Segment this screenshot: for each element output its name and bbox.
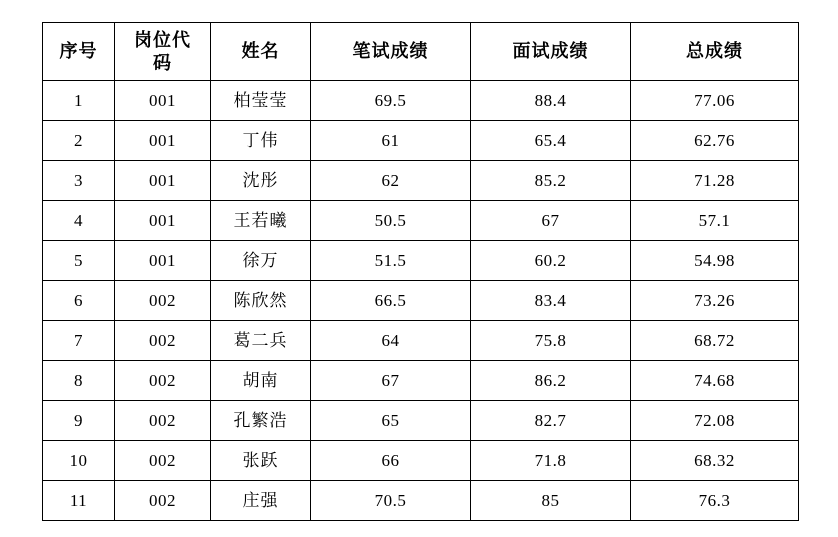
cell-post-code: 002 xyxy=(115,441,211,481)
cell-post-code: 002 xyxy=(115,481,211,521)
cell-total-score: 71.28 xyxy=(631,161,799,201)
cell-written-score: 62 xyxy=(311,161,471,201)
score-table-container xyxy=(42,22,798,521)
cell-post-code: 002 xyxy=(115,361,211,401)
cell-interview-score: 71.8 xyxy=(471,441,631,481)
cell-name: 庄强 xyxy=(211,481,311,521)
cell-interview-score: 85 xyxy=(471,481,631,521)
cell-name: 徐万 xyxy=(211,241,311,281)
cell-index: 1 xyxy=(43,81,115,121)
cell-written-score: 66.5 xyxy=(311,281,471,321)
table-header-row xyxy=(43,23,799,81)
cell-index: 8 xyxy=(43,361,115,401)
cell-total-score: 54.98 xyxy=(631,241,799,281)
table-row xyxy=(43,281,799,321)
cell-post-code: 001 xyxy=(115,201,211,241)
cell-name: 王若曦 xyxy=(211,201,311,241)
cell-name: 张跃 xyxy=(211,441,311,481)
cell-written-score: 67 xyxy=(311,361,471,401)
cell-name: 陈欣然 xyxy=(211,281,311,321)
cell-written-score: 65 xyxy=(311,401,471,441)
table-row xyxy=(43,441,799,481)
cell-name: 孔繁浩 xyxy=(211,401,311,441)
cell-name: 沈彤 xyxy=(211,161,311,201)
cell-post-code: 002 xyxy=(115,281,211,321)
column-header-interview-score: 面试成绩 xyxy=(471,23,631,81)
cell-written-score: 50.5 xyxy=(311,201,471,241)
table-row xyxy=(43,161,799,201)
cell-interview-score: 67 xyxy=(471,201,631,241)
cell-index: 3 xyxy=(43,161,115,201)
table-row xyxy=(43,201,799,241)
column-header-post-code: 岗位代 码 xyxy=(115,23,211,81)
cell-interview-score: 82.7 xyxy=(471,401,631,441)
cell-name: 胡南 xyxy=(211,361,311,401)
cell-index: 4 xyxy=(43,201,115,241)
cell-interview-score: 85.2 xyxy=(471,161,631,201)
cell-interview-score: 75.8 xyxy=(471,321,631,361)
cell-interview-score: 86.2 xyxy=(471,361,631,401)
cell-post-code: 001 xyxy=(115,121,211,161)
table-row xyxy=(43,81,799,121)
table-row xyxy=(43,361,799,401)
cell-interview-score: 65.4 xyxy=(471,121,631,161)
cell-index: 6 xyxy=(43,281,115,321)
cell-name: 丁伟 xyxy=(211,121,311,161)
cell-interview-score: 60.2 xyxy=(471,241,631,281)
table-header xyxy=(43,23,799,81)
cell-index: 10 xyxy=(43,441,115,481)
cell-written-score: 61 xyxy=(311,121,471,161)
cell-total-score: 62.76 xyxy=(631,121,799,161)
cell-total-score: 77.06 xyxy=(631,81,799,121)
score-table xyxy=(42,22,799,521)
column-header-index: 序号 xyxy=(43,23,115,81)
column-header-name: 姓名 xyxy=(211,23,311,81)
cell-post-code: 002 xyxy=(115,321,211,361)
cell-written-score: 66 xyxy=(311,441,471,481)
table-row xyxy=(43,121,799,161)
cell-written-score: 64 xyxy=(311,321,471,361)
cell-written-score: 70.5 xyxy=(311,481,471,521)
cell-total-score: 68.72 xyxy=(631,321,799,361)
cell-index: 5 xyxy=(43,241,115,281)
cell-total-score: 72.08 xyxy=(631,401,799,441)
cell-written-score: 51.5 xyxy=(311,241,471,281)
cell-written-score: 69.5 xyxy=(311,81,471,121)
table-body xyxy=(43,81,799,521)
cell-total-score: 76.3 xyxy=(631,481,799,521)
cell-index: 11 xyxy=(43,481,115,521)
cell-total-score: 57.1 xyxy=(631,201,799,241)
cell-index: 7 xyxy=(43,321,115,361)
cell-post-code: 001 xyxy=(115,241,211,281)
column-header-written-score: 笔试成绩 xyxy=(311,23,471,81)
cell-interview-score: 88.4 xyxy=(471,81,631,121)
cell-post-code: 001 xyxy=(115,161,211,201)
cell-total-score: 68.32 xyxy=(631,441,799,481)
cell-name: 柏莹莹 xyxy=(211,81,311,121)
table-row xyxy=(43,481,799,521)
table-row xyxy=(43,241,799,281)
cell-post-code: 001 xyxy=(115,81,211,121)
table-row xyxy=(43,401,799,441)
cell-index: 2 xyxy=(43,121,115,161)
cell-index: 9 xyxy=(43,401,115,441)
cell-post-code: 002 xyxy=(115,401,211,441)
cell-name: 葛二兵 xyxy=(211,321,311,361)
column-header-total-score: 总成绩 xyxy=(631,23,799,81)
cell-total-score: 73.26 xyxy=(631,281,799,321)
cell-total-score: 74.68 xyxy=(631,361,799,401)
cell-interview-score: 83.4 xyxy=(471,281,631,321)
table-row xyxy=(43,321,799,361)
